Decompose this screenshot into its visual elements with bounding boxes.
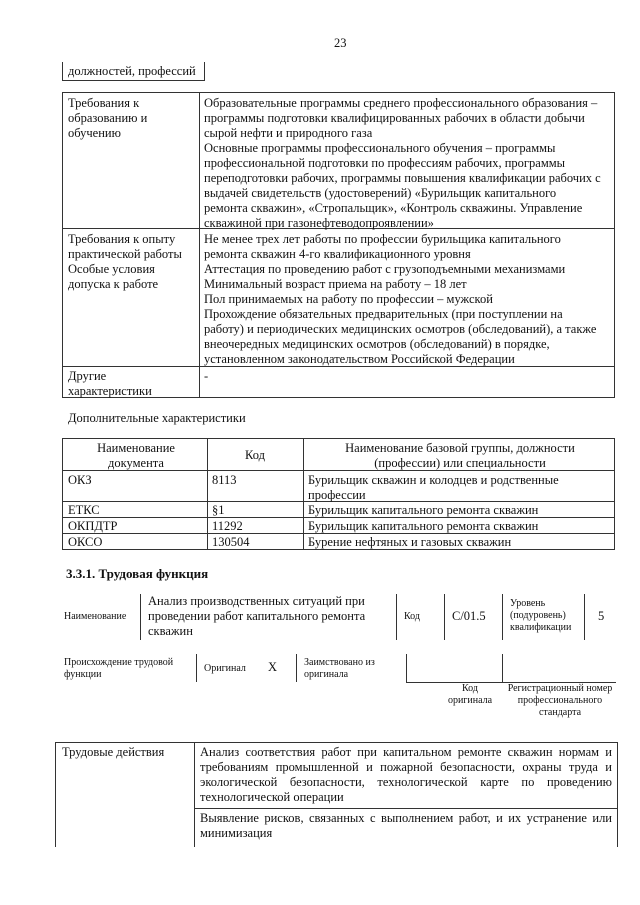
row-doc: ОКСО — [68, 535, 103, 549]
original-mark: X — [268, 660, 278, 674]
code-label: Код — [404, 611, 420, 622]
level-label: Уровень (подуровень) квалификации — [510, 598, 572, 633]
continuation-fragment: должностей, профессий — [68, 64, 196, 78]
page-number: 23 — [334, 36, 347, 50]
value-experience: Не менее трех лет работы по профессии бурильщика капитального ремонта скважин 4-го квалификационного уровня — [204, 232, 561, 261]
row-name: Бурение нефтяных и газовых скважин — [308, 535, 512, 549]
row-code: 130504 — [212, 535, 250, 549]
value-special-conditions: Аттестация по проведению работ с грузоподъемными механизмами Минимальный возраст приема на работу – 18 лет Пол принимаемых на работу по профессии – мужской Прохождение обязательных предварительных (при поступлении на работу) и периодических медицинских осмотров (обследований), а также внеочередных медицинских осмотров (обследований) в порядке, установленном законодательством Российской Федерации — [204, 262, 597, 366]
original-label: Оригинал — [204, 663, 246, 674]
label-other: Другие характеристики — [68, 369, 152, 398]
function-name-value: Анализ производственных ситуаций при проведении работ капитального ремонта скважин — [148, 594, 366, 638]
code-original-label: Код оригинала — [447, 683, 493, 706]
row-doc: ОКЗ — [68, 473, 92, 487]
row-name: Бурильщик скважин и колодцев и родственные профессии — [308, 473, 559, 502]
function-heading: 3.3.1. Трудовая функция — [66, 566, 209, 581]
row-name: Бурильщик капитального ремонта скважин — [308, 519, 539, 533]
row-code: §1 — [212, 503, 225, 517]
level-value: 5 — [598, 609, 605, 623]
label-special-conditions: Особые условия допуска к работе — [68, 262, 159, 291]
value-education: Образовательные программы среднего профессионального образования – программы подготовки квалифицированных рабочих в области добычи сырой нефти и природного газа Основные программы профессионального обучения – программы профессиональной подготовки по профессиям рабочих, программы переподготовки рабочих, программы повышения квалификации рабочих с выдачей свидетельств (удостоверений) «Бурильщик капитального ремонта скважин», «Стропальщик», «Контроль скважины. Управление скважиной при газонефтеводопроявлении» — [204, 96, 601, 230]
additional-heading: Дополнительные характеристики — [68, 411, 246, 425]
row-name: Бурильщик капитального ремонта скважин — [308, 503, 539, 517]
label-experience: Требования к опыту практической работы — [68, 232, 182, 261]
header-group-name: Наименование базовой группы, должности (профессии) или специальности — [345, 441, 575, 470]
row-doc: ОКПДТР — [68, 519, 118, 533]
labor-action-item: Анализ соответствия работ при капитальном ремонте скважин нормам и требованиям промышленной и пожарной безопасности, охраны труда и экологической безопасности, технологической карте по проведению технологической операции — [200, 745, 612, 804]
labor-actions-label: Трудовые действия — [62, 745, 165, 759]
reg-number-label: Регистрационный номер профессионального стандарта — [507, 683, 613, 718]
origin-label: Происхождение трудовой функции — [64, 657, 174, 680]
row-doc: ЕТКС — [68, 503, 100, 517]
header-code: Код — [245, 448, 265, 462]
function-code-value: С/01.5 — [452, 609, 486, 623]
label-education: Требования к образованию и обучению — [68, 96, 148, 140]
labor-action-item: Выявление рисков, связанных с выполнением работ, и их устранение или минимизация — [200, 811, 612, 840]
row-code: 8113 — [212, 473, 237, 487]
header-document: Наименование документа — [97, 441, 175, 470]
value-other: - — [204, 369, 209, 383]
name-label: Наименование — [64, 611, 127, 622]
borrowed-label: Заимствовано из оригинала — [304, 657, 375, 680]
row-code: 11292 — [212, 519, 243, 533]
